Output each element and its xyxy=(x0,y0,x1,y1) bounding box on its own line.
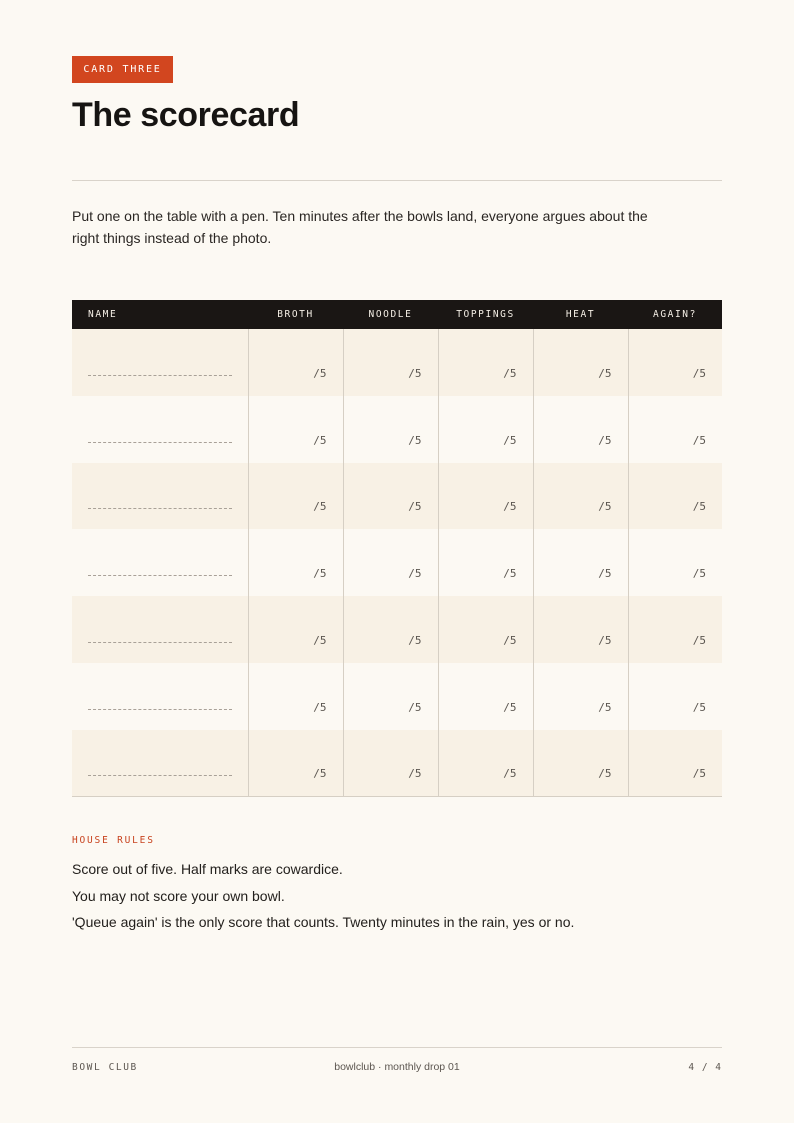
table-row xyxy=(72,730,722,797)
name-cell[interactable] xyxy=(72,529,248,596)
table-row xyxy=(72,396,722,463)
table-row xyxy=(72,463,722,530)
score-cell-broth[interactable]: /5 xyxy=(248,396,343,463)
score-cell-heat[interactable]: /5 xyxy=(533,730,628,797)
page-title: The scorecard xyxy=(72,96,300,134)
score-cell-toppings[interactable]: /5 xyxy=(438,663,533,730)
score-cell-heat[interactable]: /5 xyxy=(533,463,628,530)
intro-text: Put one on the table with a pen. Ten minutes after the bowls land, everyone argues about the right things instead of the photo. xyxy=(72,208,648,246)
score-cell-toppings[interactable]: /5 xyxy=(438,329,533,396)
score-cell-again[interactable]: /5 xyxy=(628,730,722,797)
footer-divider xyxy=(72,1047,722,1048)
name-cell[interactable] xyxy=(72,329,248,396)
score-cell-again[interactable]: /5 xyxy=(628,396,722,463)
score-cell-toppings[interactable]: /5 xyxy=(438,596,533,663)
score-cell-noodle[interactable]: /5 xyxy=(343,529,438,596)
name-cell[interactable] xyxy=(72,396,248,463)
score-cell-noodle[interactable]: /5 xyxy=(343,596,438,663)
table-row xyxy=(72,663,722,730)
name-cell[interactable] xyxy=(72,463,248,530)
score-cell-heat[interactable]: /5 xyxy=(533,529,628,596)
name-cell[interactable] xyxy=(72,596,248,663)
column-header-toppings: TOPPINGS xyxy=(438,300,533,329)
name-write-line xyxy=(88,642,232,643)
score-cell-heat[interactable]: /5 xyxy=(533,663,628,730)
column-header-broth: BROTH xyxy=(248,300,343,329)
score-cell-heat[interactable]: /5 xyxy=(533,596,628,663)
footer-caption: bowlclub · monthly drop 01 xyxy=(334,1061,460,1073)
house-rule: Score out of five. Half marks are cowardice. xyxy=(72,861,343,877)
name-write-line xyxy=(88,508,232,509)
scorecard-table xyxy=(72,300,722,797)
name-write-line xyxy=(88,442,232,443)
name-write-line xyxy=(88,575,232,576)
name-cell[interactable] xyxy=(72,663,248,730)
score-cell-noodle[interactable]: /5 xyxy=(343,663,438,730)
score-cell-broth[interactable]: /5 xyxy=(248,463,343,530)
score-cell-noodle[interactable]: /5 xyxy=(343,463,438,530)
name-cell[interactable] xyxy=(72,730,248,797)
column-header-heat: HEAT xyxy=(533,300,628,329)
score-cell-again[interactable]: /5 xyxy=(628,663,722,730)
score-cell-toppings[interactable]: /5 xyxy=(438,463,533,530)
column-header-again: AGAIN? xyxy=(628,300,722,329)
score-cell-toppings[interactable]: /5 xyxy=(438,529,533,596)
house-rules-list xyxy=(72,860,722,940)
name-write-line xyxy=(88,709,232,710)
table-header-row xyxy=(72,300,722,329)
table-row xyxy=(72,596,722,663)
page-number: 4 / 4 xyxy=(688,1062,722,1073)
column-header-name: NAME xyxy=(72,300,248,329)
name-write-line xyxy=(88,775,232,776)
card-tag: CARD THREE xyxy=(72,56,173,83)
score-cell-noodle[interactable]: /5 xyxy=(343,396,438,463)
score-cell-broth[interactable]: /5 xyxy=(248,730,343,797)
house-rules-heading: HOUSE RULES xyxy=(72,835,155,846)
score-cell-again[interactable]: /5 xyxy=(628,329,722,396)
score-cell-broth[interactable]: /5 xyxy=(248,529,343,596)
score-cell-broth[interactable]: /5 xyxy=(248,329,343,396)
score-cell-toppings[interactable]: /5 xyxy=(438,396,533,463)
score-cell-broth[interactable]: /5 xyxy=(248,596,343,663)
table-body xyxy=(72,329,722,797)
score-cell-noodle[interactable]: /5 xyxy=(343,329,438,396)
score-cell-heat[interactable]: /5 xyxy=(533,329,628,396)
score-cell-toppings[interactable]: /5 xyxy=(438,730,533,797)
score-cell-again[interactable]: /5 xyxy=(628,463,722,530)
score-cell-noodle[interactable]: /5 xyxy=(343,730,438,797)
house-rule: You may not score your own bowl. xyxy=(72,887,285,904)
column-header-noodle: NOODLE xyxy=(343,300,438,329)
divider xyxy=(72,180,722,181)
footer-brand: BOWL CLUB xyxy=(72,1062,138,1073)
name-write-line xyxy=(88,375,232,376)
table-row xyxy=(72,529,722,596)
table-row xyxy=(72,329,722,396)
score-cell-heat[interactable]: /5 xyxy=(533,396,628,463)
house-rule: 'Queue again' is the only score that counts. Twenty minutes in the rain, yes or no. xyxy=(72,914,575,930)
footer xyxy=(72,1060,722,1076)
score-cell-again[interactable]: /5 xyxy=(628,596,722,663)
score-cell-broth[interactable]: /5 xyxy=(248,663,343,730)
score-cell-again[interactable]: /5 xyxy=(628,529,722,596)
